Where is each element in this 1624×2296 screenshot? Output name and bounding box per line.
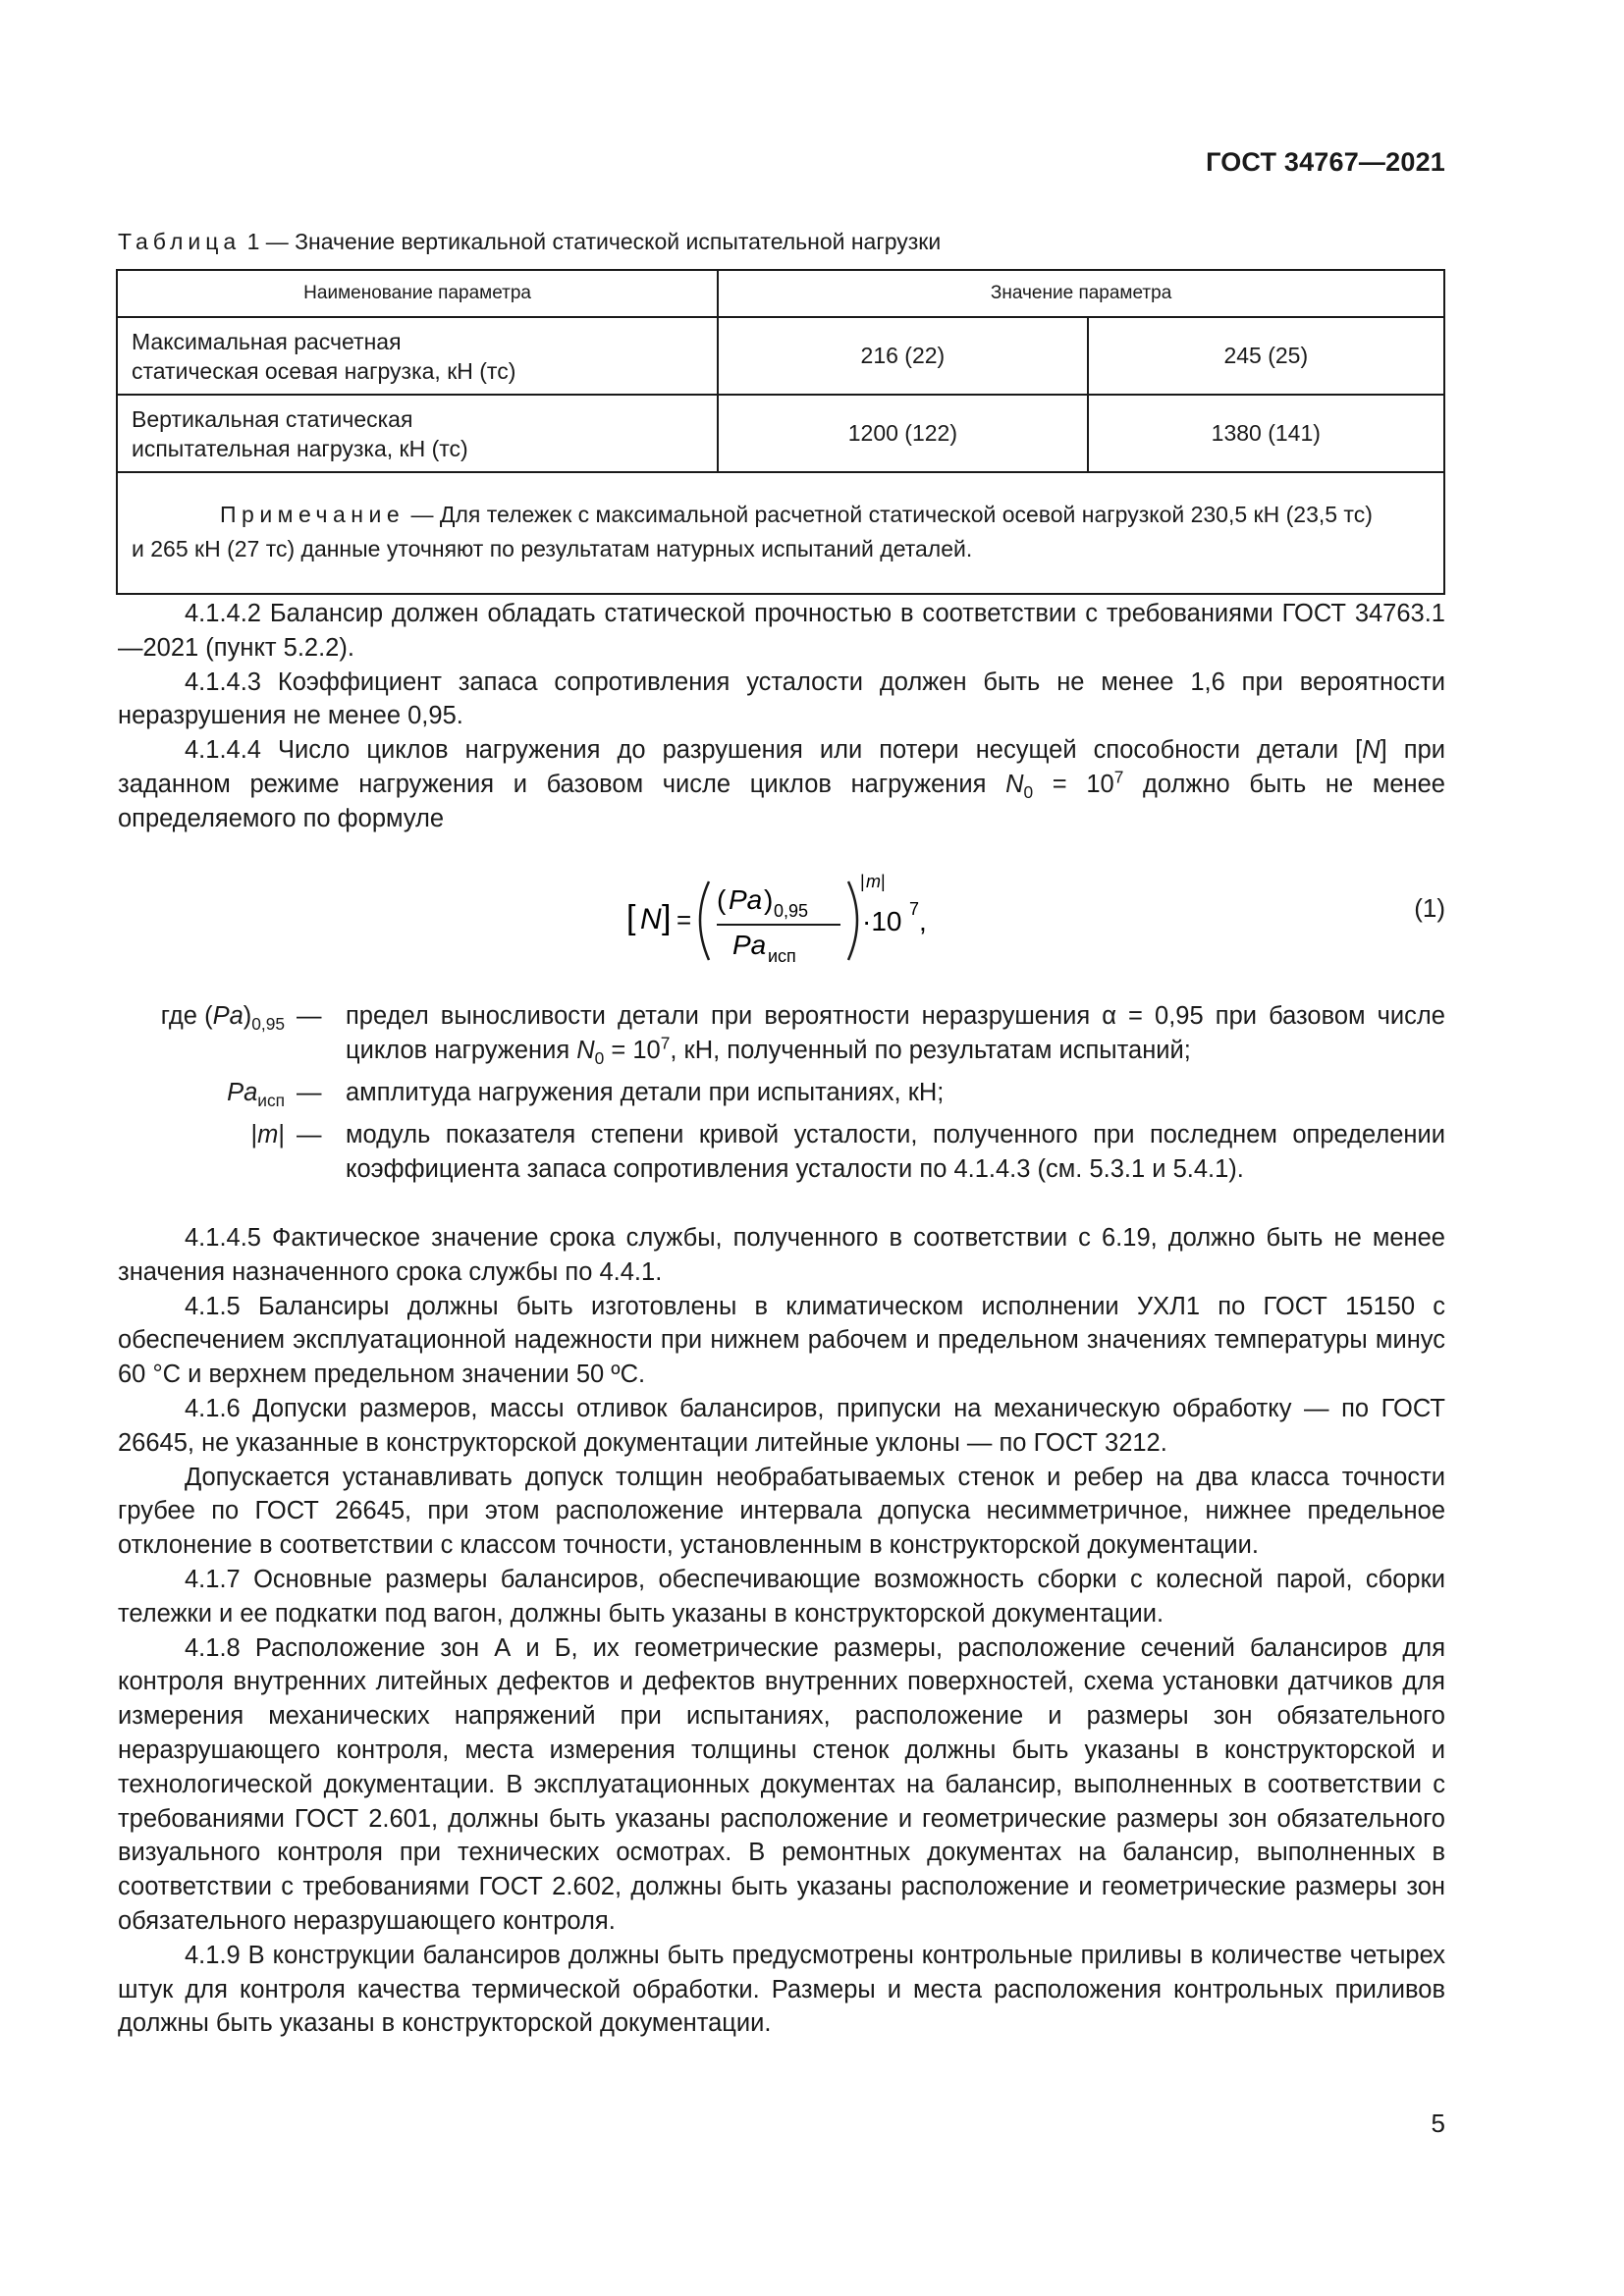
text-run: должно быть не менее определяемого по формуле [118,770,1445,832]
formula-times-ten: ·10 [862,906,902,936]
paragraph-4-1-4-4 [118,733,1445,835]
formula-exp-m: m [866,872,881,891]
variable-N0: N [1005,770,1024,798]
abs-bar: | [278,1121,285,1148]
formula-num-pa: Pa [729,884,763,915]
table-cell-value: 216 (22) [718,317,1087,395]
paragraph: 4.1.4.2 Балансир должен обладать статической прочностью в соответствии с требованиями ГОСТ 34763.1—2021 (пункт 5.2.2). [118,600,1445,662]
paragraph: 4.1.9 В конструкции балансиров должны быть предусмотрены контрольные приливы в количестве четырех штук для контроля качества термической обработки. Размеры и места расположения контрольных приливов должны быть указаны в конструкторской документации. [118,1941,1445,2038]
formula-num-paren: ( [717,884,727,915]
formula-number: (1) [1414,893,1445,923]
text-run: , кН, полученный по результатам испытаний; [670,1037,1191,1064]
formula-legend [118,999,1445,1195]
legend-suffix: ) [243,1002,252,1030]
legend-symbol [118,999,285,1034]
formula-paren-left [700,881,709,960]
table-header-row [117,270,1444,317]
body-text-top [118,597,1445,836]
legend-dash: — [297,1002,322,1030]
formula-equals: = [677,905,692,934]
table-row [117,317,1444,395]
column-header-name: Наименование параметра [117,270,718,317]
formula-exp-7: 7 [909,899,920,919]
variable-N: N [1362,736,1380,765]
formula-exp-bar: | [860,872,865,891]
note-text: — Для тележек с максимальной расчетной статической осевой нагрузкой 230,5 кН (23,5 тс) [405,502,1373,527]
legend-dash: — [297,1121,322,1148]
legend-item [118,1118,1445,1187]
formula-den-sub: исп [768,946,796,966]
table-cell-value: 1200 (122) [718,395,1087,472]
paragraph: 4.1.6 Допуски размеров, массы отливок балансиров, припуски на механическую обработку — по ГОСТ 26645, не указанные в конструкторской документации литейные уклоны — по ГОСТ 3212. [118,1394,1445,1457]
table-caption-text: 1 — Значение вертикальной статической испытательной нагрузки [246,229,942,254]
superscript: 7 [1113,767,1124,787]
paragraph: 4.1.7 Основные размеры балансиров, обеспечивающие возможность сборки с колесной парой, сборки тележки и ее подкатки под вагон, должны быть указаны в конструкторской документации. [118,1565,1445,1628]
standard-code-header: ГОСТ 34767—2021 [1206,147,1445,177]
text-run: предел выносливости детали при вероятности неразрушения α = 0,95 при базовом числе циклов нагружения [346,1002,1445,1064]
legend-item [118,999,1445,1068]
table-row [117,395,1444,472]
legend-dash: — [297,1079,322,1106]
table-cell-name [117,395,718,472]
subscript: 0 [1023,782,1034,803]
row-name-line: испытательная нагрузка, кН (тс) [132,435,468,461]
parameters-table [116,269,1445,595]
page-number: 5 [1431,2109,1445,2138]
paragraph: Допускается устанавливать допуск толщин необрабатываемых стенок и ребер на два класса точности грубее по ГОСТ 26645, при этом расположение интервала допуска несимметричное, нижнее предельное отклонение в соответствии с классом точности, установленным в конструкторской документации. [118,1463,1445,1560]
superscript: 7 [660,1033,671,1053]
paragraph: 4.1.4.3 Коэффициент запаса сопротивления усталости должен быть не менее 1,6 при вероятности неразрушения не менее 0,95. [118,667,1445,730]
legend-item [118,1076,1445,1110]
formula-bracket-close: ] [662,899,672,936]
paragraph: 4.1.8 Расположение зон А и Б, их геометрические размеры, расположение сечений балансиров для контроля внутренних литейных дефектов и дефектов внутренних поверхностей, схема установки датчиков для измерения механических напряжений при испытаниях, расположение и размеры зон обязательного неразрушающего контроля, места измерения толщины стенок должны быть указаны в конструкторской и технологической документации. В эксплуатационных документах на балансир, выполненных в соответствии с требованиями ГОСТ 2.601, должны быть указаны расположение и геометрические размеры зон обязательного визуального контроля при технических осмотрах. В ремонтных документах на балансир, выполненных в соответствии с требованиями ГОСТ 2.602, должны быть указаны расположение и геометрические размеры зон обязательного неразрушающего контроля. [118,1633,1445,1935]
text-run: 4.1.4.4 Число циклов нагружения до разрушения или потери несущей способности детали [ [185,736,1363,765]
table-note-row [117,472,1444,594]
symbol-pa: Pa [227,1079,258,1106]
paragraph: 4.1.5 Балансиры должны быть изготовлены в климатическом исполнении УХЛ1 по ГОСТ 15150 с обеспечением эксплуатационной надежности при нижнем рабочем и предельном значениях температуры минус 60 °С и верхнем предельном значении 50 ºС. [118,1292,1445,1389]
formula-lhs: N [640,903,662,935]
note-text: и 265 кН (27 тс) данные уточняют по результатам натурных испытаний деталей. [132,536,973,561]
row-name-line: статическая осевая нагрузка, кН (тс) [132,357,516,384]
column-header-value: Значение параметра [718,270,1444,317]
legend-description: амплитуда нагружения детали при испытаниях, кН; [346,1079,945,1106]
row-name-line: Максимальная расчетная [132,328,402,354]
text-run: ] при заданном режиме нагружения и базовом числе циклов нагружения [118,736,1445,798]
symbol-m: m [257,1121,279,1148]
text-run: = 10 [604,1037,661,1064]
text-run: = 10 [1033,770,1114,798]
table-cell-value: 245 (25) [1088,317,1444,395]
formula-comma: , [919,906,927,936]
row-name-line: Вертикальная статическая [132,405,413,432]
body-text-bottom [118,1221,1445,2041]
table-caption [118,229,941,255]
table-caption-word: Таблица [118,229,242,254]
abs-bar: | [250,1121,258,1148]
formula-exp-bar: | [881,872,886,891]
symbol-pa: Pa [212,1002,244,1030]
formula-num-sub: 0,95 [774,901,809,921]
legend-description: модуль показателя степени кривой усталости, полученного при последнем определении коэффициента запаса сопротивления усталости по 4.1.4.3 (см. 5.3.1 и 5.4.1). [346,1121,1445,1183]
formula-1 [626,866,950,974]
legend-symbol [118,1076,285,1110]
formula-paren-right [848,881,857,960]
formula-bracket-open: [ [626,899,636,936]
paragraph: 4.1.4.5 Фактическое значение срока службы, полученного в соответствии с 6.19, должно быть не менее значения назначенного срока службы по 4.4.1. [118,1224,1445,1286]
note-title: Примечание [220,502,406,527]
subscript: 0 [594,1048,605,1069]
formula-den-pa: Pa [732,930,767,960]
table-note-line [132,498,1434,532]
formula-num-paren: ) [764,884,774,915]
subscript: 0,95 [251,1014,285,1035]
legend-symbol [118,1118,285,1152]
table-cell-value: 1380 (141) [1088,395,1444,472]
subscript: исп [257,1091,285,1111]
table-cell-name [117,317,718,395]
variable-N0: N [576,1037,595,1064]
table-note [117,472,1444,594]
legend-description [346,999,1445,1068]
legend-prefix: где ( [160,1002,213,1030]
